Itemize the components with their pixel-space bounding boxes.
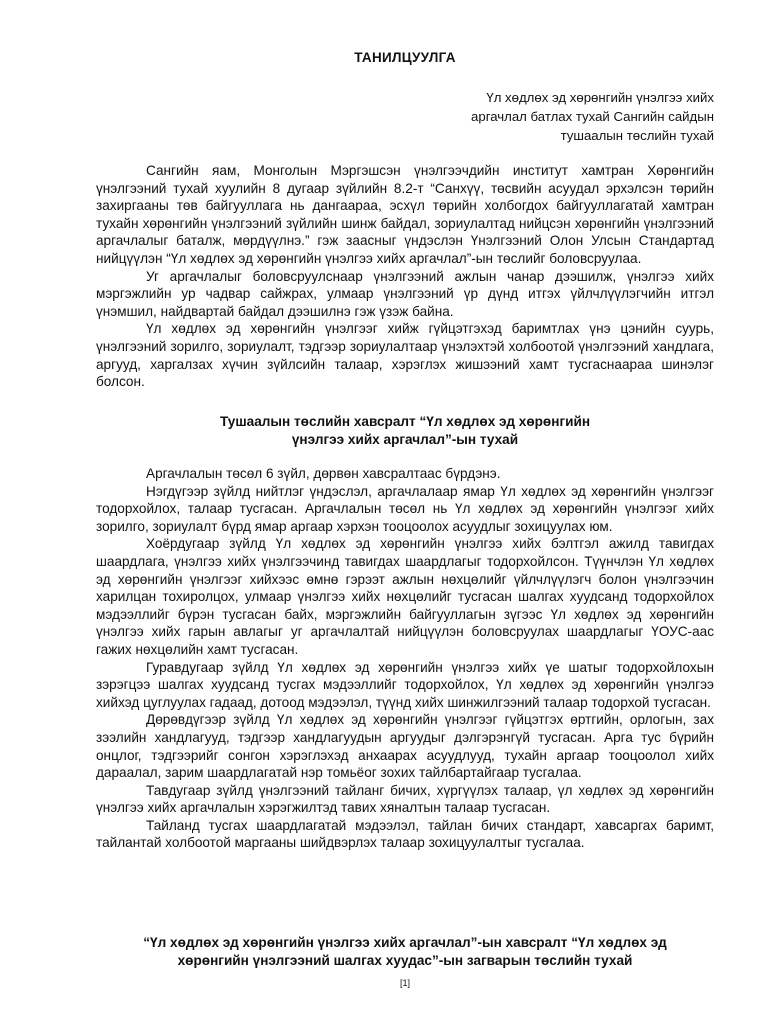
paragraph: Тавдугаар зүйлд үнэлгээний тайланг бичих, хүргүүлэх талаар, үл хөдлөх эд хөрөнгийн үнэлгээ хийх аргачлалын хэрэгжилтэд тавих хяналтын талаар тусгасан.	[96, 782, 714, 816]
section-heading-line: Тушаалын төслийн хавсралт “Үл хөдлөх эд хөрөнгийн	[219, 414, 591, 429]
paragraph: Нэгдүгээр зүйлд нийтлэг үндэслэл, аргачлалаар ямар Үл хөдлөх эд хөрөнгийн үнэлгээг тодорхойлох, талаар тусгасан. Аргачлалын төсөл нь Үл хөдлөх эд хөрөнгийн үнэлгээг хийх зорилго, зориулалт бүрд ямар аргаар хэрхэн тооцоолох асуудлыг зохицуулах юм.	[96, 483, 714, 534]
section-heading	[96, 413, 714, 449]
paragraph: Үл хөдлөх эд хөрөнгийн үнэлгээг хийж гүйцэтгэхэд баримтлах үнэ цэнийн суурь, үнэлгээний зорилго, зориулалт, тэдгээр зориулалтаар үнэлэхтэй холбоотой үнэлгээний хандлага, аргууд, харгалзах хүчин зүйлсийн талаар, хэрэглэх жишээний хамт тусгаснаараа шинэлэг болсон.	[96, 321, 714, 390]
annex-section	[96, 465, 714, 852]
subtitle-line: Үл хөдлөх эд хөрөнгийн үнэлгээ хийх	[486, 90, 714, 105]
section-heading-line: үнэлгээ хийх аргачлал”-ын тухай	[291, 432, 519, 447]
paragraph: Гуравдугаар зүйлд Үл хөдлөх эд хөрөнгийн үнэлгээ хийх үе шатыг тодорхойлохын зэрэгцээ шалгах хуудсанд тусгах мэдээллийг тодорхойлох, Үл хөдлөх эд хөрөнгийн үнэлгээ хийхэд цуглуулах гадаад, дотоод мэдээлэл, түүнд хийх шинжилгээний талаар тодорхой тусгасан.	[96, 659, 714, 710]
intro-section	[96, 162, 714, 391]
page-title: ТАНИЛЦУУЛГА	[354, 50, 456, 65]
paragraph: Сангийн яам, Монголын Мэргэшсэн үнэлгээчдийн институт хамтран Хөрөнгийн үнэлгээний тухай хуулийн 8 дугаар зүйлийн 8.2-т “Санхүү, төсвийн асуудал эрхэлсэн төрийн захиргааны төв байгууллага нь дангаараа, эсхүл төрийн холбогдох байгууллагатай хамтран тухайн хөрөнгийн үнэлгээний зүйлийн шинж байдал, зориулалтад нийцсэн хөрөнгийн үнэлгээний аргачлалыг баталж, мөрдүүлнэ.” гэж заасныг үндэслэн Үнэлгээний Олон Улсын Стандартад нийцүүлэн “Үл хөдлөх эд хөрөнгийн үнэлгээ хийх аргачлал”-ын төслийг боловсруулаа.	[96, 163, 714, 266]
subtitle-block	[394, 89, 714, 145]
bottom-heading	[96, 934, 714, 970]
bottom-heading-line: хөрөнгийн үнэлгээний шалгах хуудас”-ын загварын төслийн тухай	[177, 953, 633, 968]
paragraph: Дөрөвдүгээр зүйлд Үл хөдлөх эд хөрөнгийн үнэлгээг гүйцэтгэх өртгийн, орлогын, зах зээлийн хандлагууд, тэдгээр хандлагуудын аргуудыг дэлгэрэнгүй тусгасан. Арга тус бүрийн онцлог, тэдгээрийг сонгон хэрэглэхэд анхаарах асуудлууд, тухайн аргаар тооцоолол хийх дараалал, зарим шаардлагатай нэр томьёог зохих тайлбартайгаар тусгалаа.	[96, 712, 714, 781]
document-page	[96, 0, 714, 1024]
subtitle-line: тушаалын төслийн тухай	[560, 127, 714, 143]
paragraph: Аргачлалын төсөл 6 зүйл, дөрвөн хавсралтаас бүрдэнэ.	[146, 466, 501, 481]
paragraph: Уг аргачлалыг боловсруулснаар үнэлгээний ажлын чанар дээшилж, үнэлгээ хийх мэргэжлийн ур чадвар сайжрах, улмаар үнэлгээний үр дүнд итгэх үйлчлүүлэгчийн итгэл үнэмшил, найдвартай байдал дээшилнэ гэж үзэж байна.	[96, 268, 714, 319]
paragraph: Тайланд тусгах шаардлагатай мэдээлэл, тайлан бичих стандарт, хавсаргах баримт, тайлантай холбоотой маргааны шийдвэрлэх талаар зохицуулалтыг тусгалаа.	[96, 817, 714, 851]
subtitle-line: аргачлал батлах тухай Сангийн сайдын	[471, 108, 714, 124]
page-number: [1]	[399, 978, 410, 988]
bottom-heading-line: “Үл хөдлөх эд хөрөнгийн үнэлгээ хийх аргачлал”-ын хавсралт “Үл хөдлөх эд	[143, 935, 667, 950]
paragraph: Хоёрдугаар зүйлд Үл хөдлөх эд хөрөнгийн үнэлгээ хийх бэлтгэл ажилд тавигдах шаардлага, үнэлгээ хийх үнэлгээчинд тавигдах шаардлагыг тодорхойлсон. Түүнчлэн Үл хөдлөх эд хөрөнгийн үнэлгээг хийхээс өмнө гэрээт ажлын нөхцөлийг үйлчлүүлэгч болон үнэлгээчин харилцан тохиролцох, улмаар үнэлгээ хийх нөхцөлийг тусгасан шалгах хуудсанд тодорхойлох мэдээллийг бүрэн тусгасан байх, мэргэжлийн байгууллагын зүгээс Үл хөдлөх эд хөрөнгийн үнэлгээ хийх гарын авлагыг уг аргачлалтай нийцүүлэн боловсруулах шаардлагыг ҮОУС-аас гажих нөхцөлийн хамт тусгасан.	[96, 536, 714, 657]
